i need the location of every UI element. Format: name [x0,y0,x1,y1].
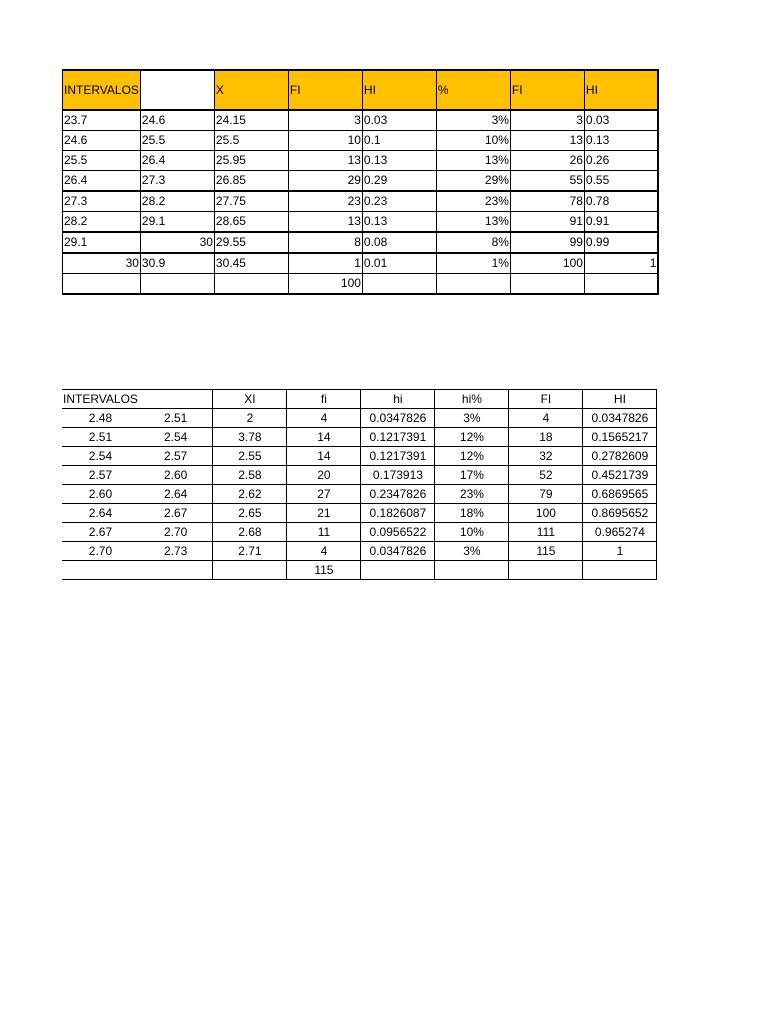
table-cell[interactable]: 13 [510,131,584,151]
table-total-row [62,561,657,580]
table-cell[interactable]: 0.23 [362,191,436,212]
table-cell[interactable]: 24.15 [214,110,288,131]
table-cell[interactable]: 0.01 [362,253,436,274]
table-cell[interactable]: 2.62 [213,485,287,504]
table-cell[interactable]: 0.1217391 [361,428,435,447]
table1-header-fi[interactable]: FI [288,70,362,110]
table-cell[interactable]: 21 [287,504,361,523]
table-cell[interactable]: 2.64 [62,504,139,523]
table-cell[interactable]: 1 [288,253,362,274]
table-cell[interactable]: 0.29 [362,171,436,192]
table-cell[interactable]: 14 [287,428,361,447]
table-row [62,428,657,447]
table-cell[interactable]: 0.6869565 [583,485,657,504]
table-cell[interactable]: 100 [509,504,583,523]
table-cell[interactable]: 2.65 [213,504,287,523]
table2-header-blank[interactable] [139,390,213,409]
table-row [63,110,659,131]
table-cell[interactable] [510,274,584,295]
table-row [62,504,657,523]
table-cell[interactable] [140,274,214,295]
table-cell[interactable] [583,561,657,580]
table-cell[interactable] [63,274,141,295]
table-cell[interactable]: 2.58 [213,466,287,485]
table-cell[interactable]: 0.03 [584,110,658,131]
table-cell[interactable]: 27.3 [140,171,214,192]
table1-total-fi[interactable]: 100 [288,274,362,295]
table-cell[interactable]: 29.1 [63,232,141,253]
table-cell[interactable]: 25.95 [214,151,288,171]
table-cell[interactable]: 23 [288,191,362,212]
table-cell[interactable]: 2.60 [62,485,139,504]
table-cell[interactable]: 0.03 [362,110,436,131]
table1-header-intervalos[interactable]: INTERVALOS [63,70,141,110]
table2-header-hi-percent[interactable]: hi% [435,390,509,409]
table-cell[interactable]: 2.60 [139,466,213,485]
table-cell[interactable] [213,561,287,580]
table-cell[interactable]: 25.5 [214,131,288,151]
table-cell[interactable]: 0.1 [362,131,436,151]
table-cell[interactable]: 12% [435,447,509,466]
table-cell[interactable]: 4 [287,409,361,428]
table-cell[interactable]: 2.73 [139,542,213,561]
table-cell[interactable]: 23% [436,191,510,212]
table-cell[interactable]: 2.55 [213,447,287,466]
table-cell[interactable]: 14 [287,447,361,466]
table-cell[interactable]: 0.13 [362,212,436,233]
table-cell[interactable]: 2.54 [62,447,139,466]
table-cell[interactable]: 17% [435,466,509,485]
table-cell[interactable]: 28.2 [140,191,214,212]
table-cell[interactable]: 111 [509,523,583,542]
table-row [62,485,657,504]
table-cell[interactable]: 2.64 [139,485,213,504]
frequency-table-2 [62,389,657,580]
table-cell[interactable]: 3% [436,110,510,131]
table-cell[interactable]: 0.8695652 [583,504,657,523]
table-cell[interactable]: 25.5 [140,131,214,151]
table-cell[interactable] [361,561,435,580]
table-cell[interactable]: 0.0347826 [361,542,435,561]
table-cell[interactable]: 0.1565217 [583,428,657,447]
table-cell[interactable]: 4 [287,542,361,561]
table-cell[interactable] [436,274,510,295]
table-row [62,409,657,428]
table-cell[interactable]: 26.85 [214,171,288,192]
table-cell[interactable]: 55 [510,171,584,192]
table-cell[interactable]: 29.55 [214,232,288,253]
table1-header-blank[interactable] [140,70,214,110]
table-cell[interactable]: 11 [287,523,361,542]
table-cell[interactable]: 4 [509,409,583,428]
table-cell[interactable]: 2.67 [62,523,139,542]
table1-header-x[interactable]: X [214,70,288,110]
table-cell[interactable]: 30 [63,253,141,274]
table-cell[interactable]: 20 [287,466,361,485]
table-cell[interactable]: 13 [288,212,362,233]
table-row [63,212,659,233]
table-cell[interactable]: 0.1217391 [361,447,435,466]
table-cell[interactable]: 27.75 [214,191,288,212]
table-cell[interactable]: 24.6 [63,131,141,151]
table-cell[interactable]: 30.45 [214,253,288,274]
table-cell[interactable]: 2.57 [139,447,213,466]
table-cell[interactable]: 2.70 [62,542,139,561]
table-cell[interactable]: 3.78 [213,428,287,447]
table-cell[interactable]: 10% [436,131,510,151]
table-cell[interactable]: 2.51 [62,428,139,447]
table-cell[interactable]: 18 [509,428,583,447]
table-cell[interactable]: 1 [584,253,658,274]
table-cell[interactable]: 91 [510,212,584,233]
table-cell[interactable]: 0.08 [362,232,436,253]
table-cell[interactable]: 28.2 [63,212,141,233]
table-cell[interactable]: 8% [436,232,510,253]
table2-header-hi[interactable]: hi [361,390,435,409]
table-cell[interactable] [139,561,213,580]
table-cell[interactable]: 0.0347826 [583,409,657,428]
table1-header-row [63,70,659,110]
table-cell[interactable]: 0.173913 [361,466,435,485]
table-cell[interactable]: 27.3 [63,191,141,212]
table2-header-row [62,390,657,409]
table2-header-xi[interactable]: XI [213,390,287,409]
table-cell[interactable]: 0.26 [584,151,658,171]
table-cell[interactable] [214,274,288,295]
table-cell[interactable] [362,274,436,295]
table-cell[interactable]: 2.57 [62,466,139,485]
table-cell[interactable]: 28.65 [214,212,288,233]
table-row [62,542,657,561]
table-cell[interactable]: 78 [510,191,584,212]
table-cell[interactable]: 0.91 [584,212,658,233]
table-cell[interactable]: 0.2347826 [361,485,435,504]
table-cell[interactable]: 23.7 [63,110,141,131]
table1-header-percent[interactable]: % [436,70,510,110]
table-cell[interactable]: 2 [213,409,287,428]
table-cell[interactable]: 13% [436,151,510,171]
table-cell[interactable]: 29% [436,171,510,192]
table-cell[interactable] [62,561,139,580]
table-row [63,191,659,212]
table-cell[interactable] [509,561,583,580]
table-cell[interactable]: 10% [435,523,509,542]
table-cell[interactable]: 13 [288,151,362,171]
table-cell[interactable]: 0.13 [584,131,658,151]
table2-header-fi[interactable]: fi [287,390,361,409]
table-cell[interactable]: 23% [435,485,509,504]
table-cell[interactable]: 8 [288,232,362,253]
table-cell[interactable] [584,274,658,295]
table-cell[interactable]: 2.51 [139,409,213,428]
table-cell[interactable]: 1 [583,542,657,561]
table-total-row [63,274,659,295]
table-row [63,151,659,171]
table-cell[interactable]: 2.54 [139,428,213,447]
table-cell[interactable]: 26.4 [63,171,141,192]
table-cell[interactable]: 0.0956522 [361,523,435,542]
table-cell[interactable]: 0.13 [362,151,436,171]
table-cell[interactable]: 99 [510,232,584,253]
table-cell[interactable]: 29 [288,171,362,192]
table-row [62,447,657,466]
table-cell[interactable]: 10 [288,131,362,151]
frequency-table-1 [62,69,659,295]
table-row [63,171,659,192]
table-cell[interactable]: 2.48 [62,409,139,428]
table1-header-fi-cumulative[interactable]: FI [510,70,584,110]
table-row [62,523,657,542]
table-row [63,232,659,253]
table-cell[interactable]: 3% [435,542,509,561]
table-cell[interactable]: 0.78 [584,191,658,212]
table-cell[interactable]: 3% [435,409,509,428]
table-cell[interactable]: 29.1 [140,212,214,233]
table-cell[interactable]: 0.4521739 [583,466,657,485]
table-row [63,131,659,151]
table2-header-intervalos[interactable]: INTERVALOS [62,390,139,409]
table-cell[interactable]: 0.2782609 [583,447,657,466]
table-cell[interactable]: 2.67 [139,504,213,523]
table-cell[interactable]: 27 [287,485,361,504]
table1-header-hi-cumulative[interactable]: HI [584,70,658,110]
table2-header-fi-cumulative[interactable]: FI [509,390,583,409]
table-cell[interactable]: 2.70 [139,523,213,542]
table-cell[interactable]: 30.9 [140,253,214,274]
table-cell[interactable]: 1% [436,253,510,274]
table-cell[interactable]: 0.0347826 [361,409,435,428]
table-cell[interactable]: 52 [509,466,583,485]
table-cell[interactable]: 24.6 [140,110,214,131]
table-cell[interactable]: 79 [509,485,583,504]
table-cell[interactable]: 3 [288,110,362,131]
table2-total-fi[interactable]: 115 [287,561,361,580]
table-cell[interactable]: 115 [509,542,583,561]
table-row [63,253,659,274]
table-cell[interactable]: 2.68 [213,523,287,542]
table-cell[interactable]: 13% [436,212,510,233]
table-cell[interactable]: 18% [435,504,509,523]
table-cell[interactable] [435,561,509,580]
table-cell[interactable]: 26.4 [140,151,214,171]
table-cell[interactable]: 32 [509,447,583,466]
table-cell[interactable]: 30 [140,232,214,253]
table-cell[interactable]: 0.965274 [583,523,657,542]
table-cell[interactable]: 12% [435,428,509,447]
table1-header-hi[interactable]: HI [362,70,436,110]
table-cell[interactable]: 100 [510,253,584,274]
table-cell[interactable]: 25.5 [63,151,141,171]
table2-header-hi-cumulative[interactable]: HI [583,390,657,409]
table-cell[interactable]: 3 [510,110,584,131]
table-cell[interactable]: 2.71 [213,542,287,561]
table-cell[interactable]: 0.99 [584,232,658,253]
table-cell[interactable]: 0.55 [584,171,658,192]
table-row [62,466,657,485]
table-cell[interactable]: 0.1826087 [361,504,435,523]
table-cell[interactable]: 26 [510,151,584,171]
